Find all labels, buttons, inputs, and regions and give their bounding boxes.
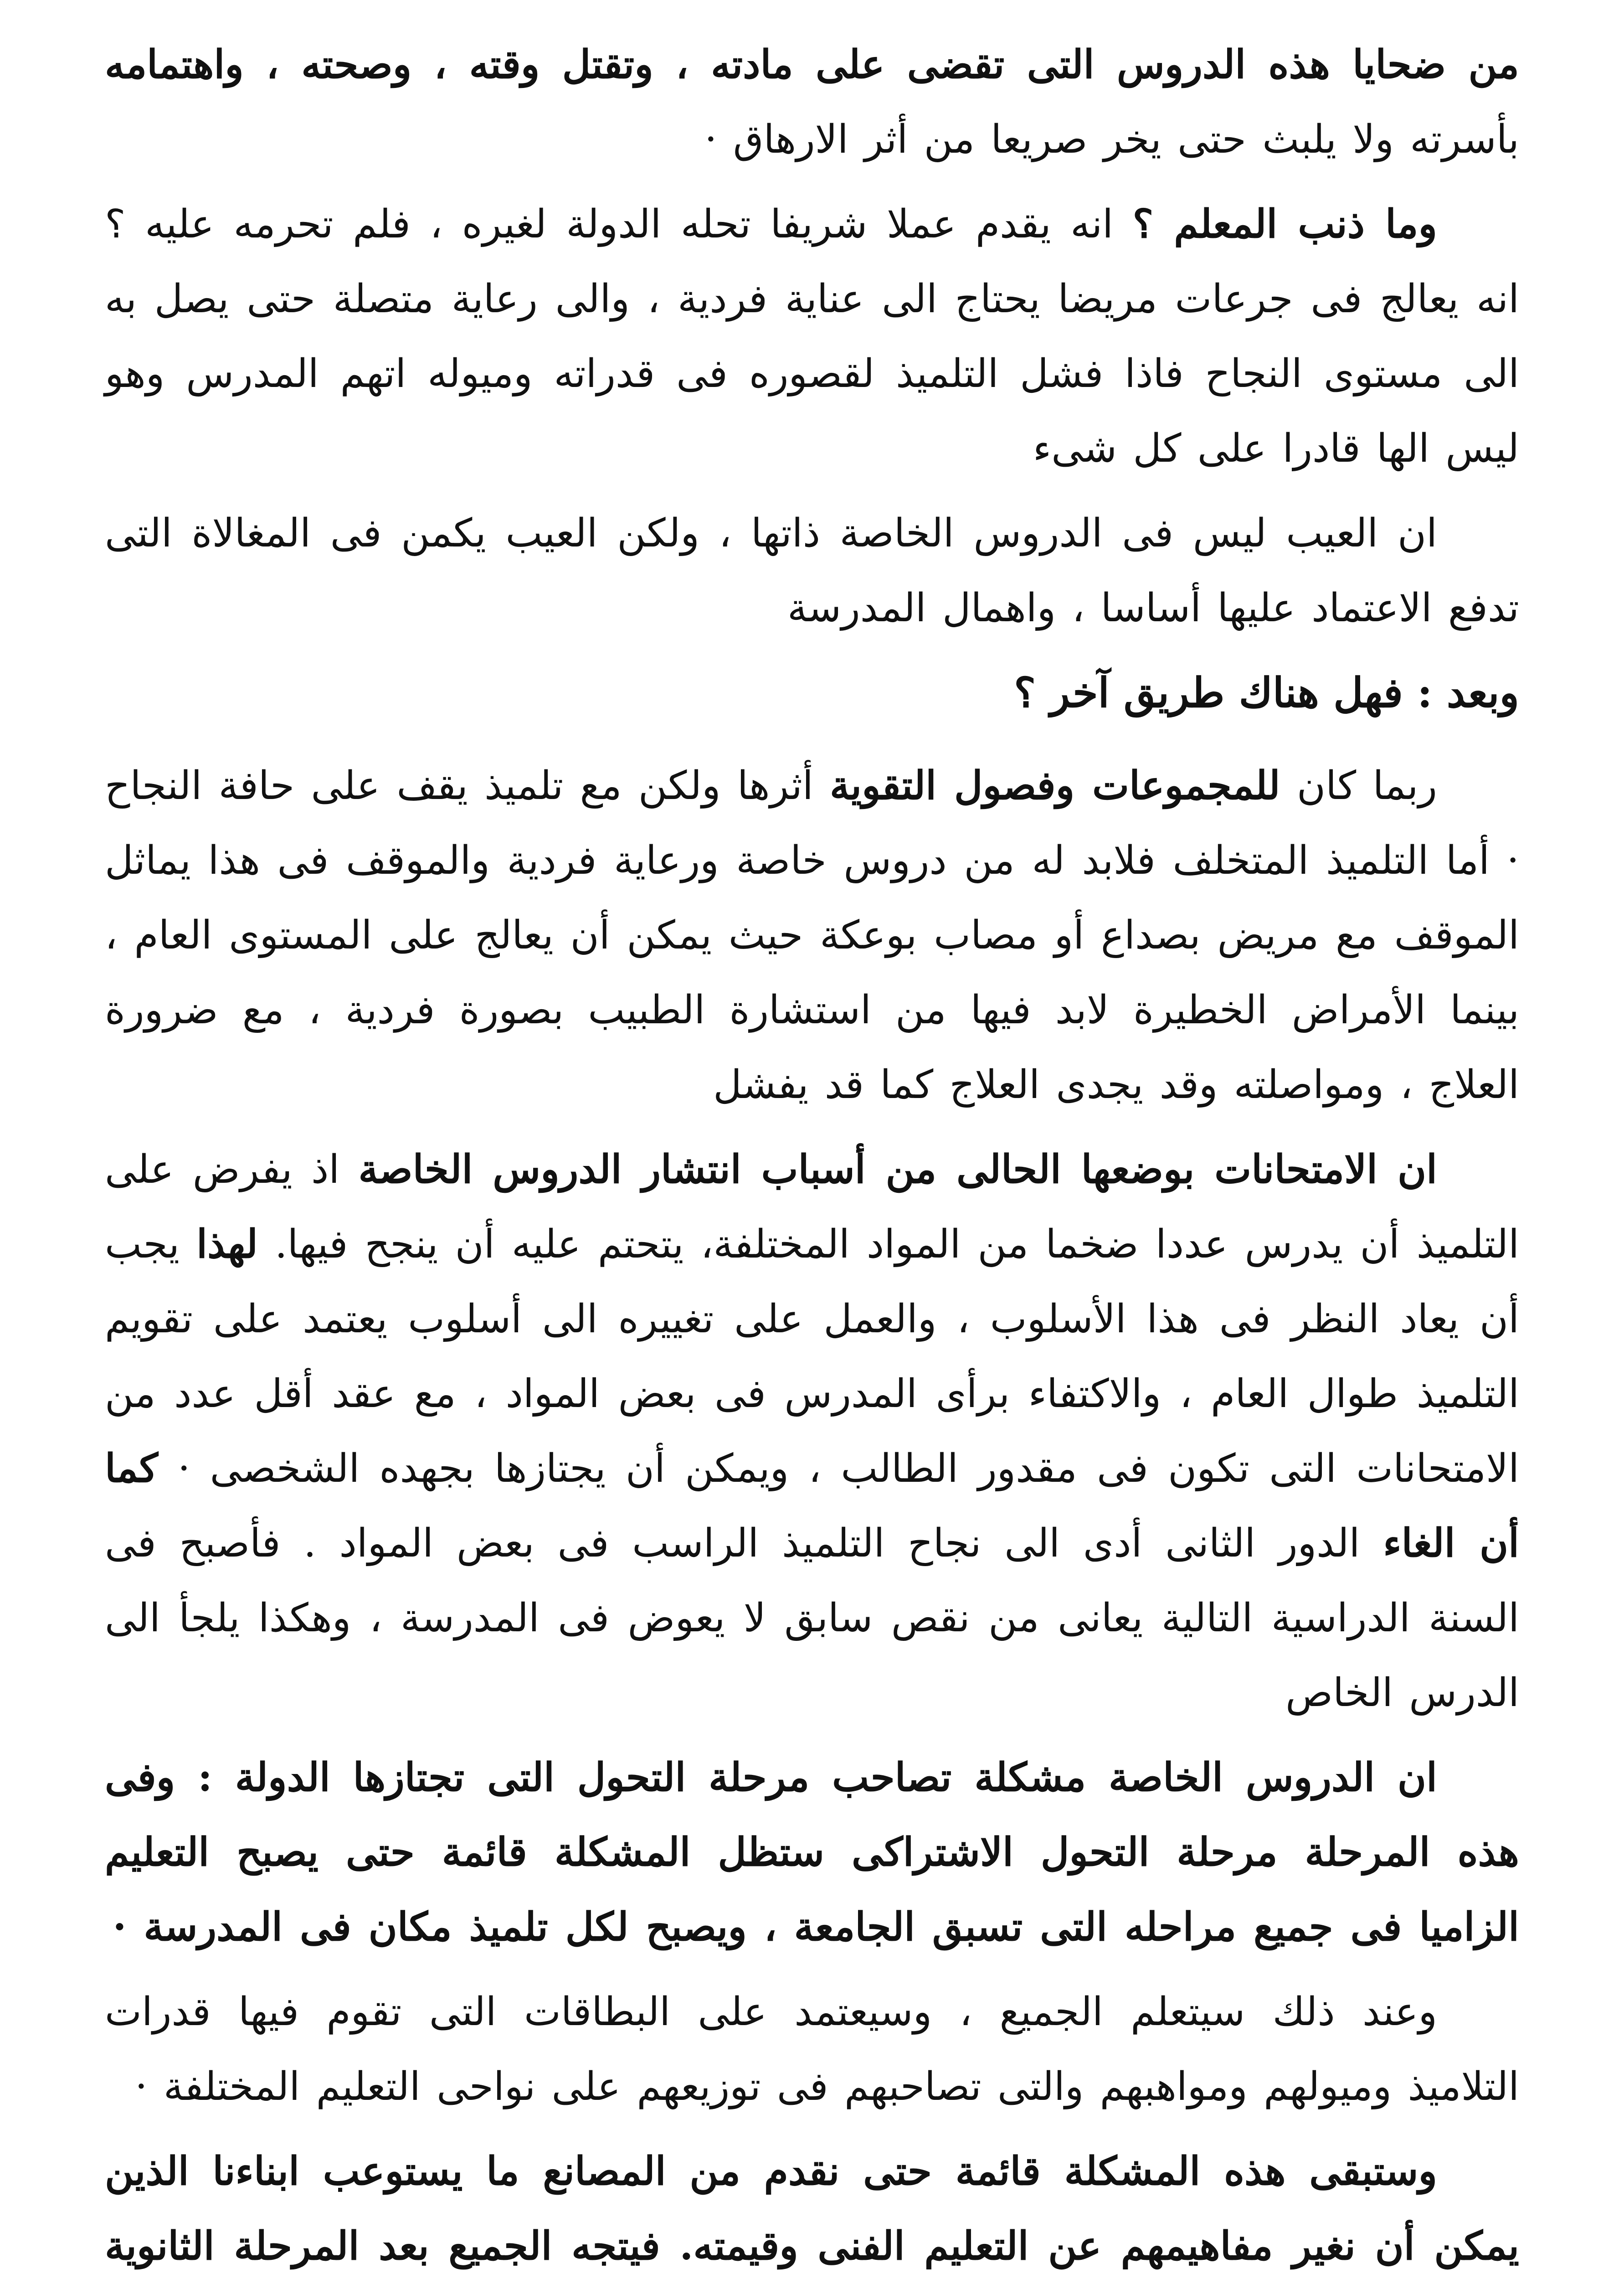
text-segment: وعند ذلك سيتعلم الجميع ، وسيعتمد على البطاقات التى تقوم فيها قدرات التلاميذ وميولهم ومواهبهم والتى تصاحبهم فى توزيعهم على نواحى التعليم المختلفة ·: [105, 1989, 1519, 2109]
paragraph: [105, 1132, 1519, 1730]
text-segment: الدور الثانى أدى الى نجاح التلميذ الراسب فى بعض المواد . فأصبح فى السنة الدراسية التالية يعانى من نقص سابق لا يعوض فى المدرسة ، وهكذا يلجأ الى الدرس الخاص: [105, 1521, 1519, 1716]
text-segment: بأسرته ولا يلبث حتى يخر صريعا من أثر الارهاق ·: [704, 117, 1519, 162]
bold-text-segment: وبعد : فهل هناك طريق آخر ؟: [1014, 669, 1519, 717]
paragraph: [105, 1740, 1519, 1964]
bold-text-segment: من ضحايا هذه الدروس التى تقضى على مادته ، وتقتل وقته ، وصحته ، واهتمامه: [105, 41, 1519, 88]
text-segment: يجب أن يعاد النظر فى هذا الأسلوب ، والعمل على تغييره الى أسلوب يعتمد على تقويم التلميذ طوال العام ، والاكتفاء برأى المدرس فى بعض المواد ، مع عقد أقل عدد من الامتحانات التى تكون فى مقدور الطالب ، ويمكن أن يجتازها بجهده الشخصى ·: [105, 1222, 1519, 1491]
text-segment: ان العيب ليس فى الدروس الخاصة ذاتها ، ولكن العيب يكمن فى المغالاة التى تدفع الاعتماد عليها أساسا ، واهمال المدرسة: [105, 510, 1519, 631]
text-segment: اذ يفرض على التلميذ أن يدرس عددا ضخما من المواد المختلفة، يتحتم عليه أن ينجح فيها.: [105, 1147, 1519, 1267]
bold-text-segment: للمجموعات وفصول التقوية: [830, 763, 1280, 809]
bold-text-segment: لهذا: [196, 1221, 258, 1267]
document-page: [105, 27, 1519, 2279]
text-segment: انه يقدم عملا شريفا تحله الدولة لغيره ، فلم تحرمه عليه ؟ انه يعالج فى جرعات مريضا يحتاج الى عناية فردية ، والى رعاية متصلة حتى يصل به الى مستوى النجاح فاذا فشل التلميذ لقصوره فى قدراته وميوله اتهم المدرس وهو ليس الها قادرا على كل شىء: [105, 201, 1519, 471]
bold-text-segment: وستبقى هذه المشكلة قائمة حتى نقدم من المصانع ما يستوعب ابناءنا الذين يمكن أن نغير مفاهيمهم عن التعليم الفنى وقيمته. فيتجه الجميع بعد المرحلة الثانوية: [105, 2148, 1519, 2269]
paragraph: [105, 1975, 1519, 2124]
bold-text-segment: وما ذنب المعلم ؟: [1132, 201, 1437, 247]
section-heading: [105, 655, 1519, 730]
bold-text-segment: ان الامتحانات بوضعها الحالى من أسباب انتشار الدروس الخاصة: [358, 1146, 1437, 1192]
text-segment: ربما كان: [1280, 763, 1437, 809]
paragraph: [105, 496, 1519, 645]
text-segment: أثرها ولكن مع تلميذ يقف على حافة النجاح · أما التلميذ المتخلف فلابد له من دروس خاصة ورعاية فردية والموقف فى هذا يماثل الموقف مع مريض بصداع أو مصاب بوعكة حيث يمكن أن يعالج على المستوى العام ، بينما الأمراض الخطيرة لابد فيها من استشارة الطبيب بصورة فردية ، مع ضرورة العلاج ، ومواصلته وقد يجدى العلاج كما قد يفشل: [105, 763, 1519, 1108]
bold-text-segment: كما أن الغاء: [105, 1445, 1519, 1566]
paragraph: [105, 187, 1519, 486]
bold-text-segment: ان الدروس الخاصة مشكلة تصاحب مرحلة التحول التى تجتازها الدولة : وفى هذه المرحلة مرحلة التحول الاشتراكى ستظل المشكلة قائمة حتى يصبح التعليم الزاميا فى جميع مراحله التى تسبق الجامعة ، ويصبح لكل تلميذ مكان فى المدرسة ·: [105, 1754, 1519, 1950]
paragraph: [105, 2134, 1519, 2279]
paragraph: [105, 27, 1519, 177]
paragraph: [105, 748, 1519, 1122]
